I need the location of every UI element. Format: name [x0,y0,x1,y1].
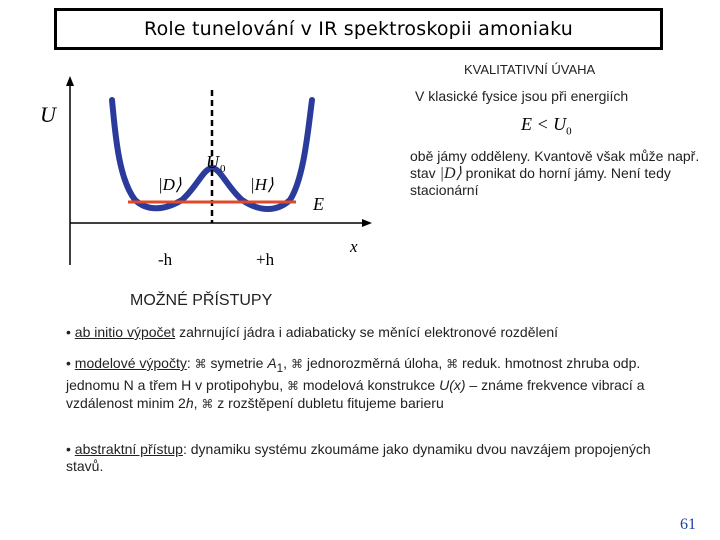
potential-diagram [0,60,400,285]
symmetry-a: A [267,355,277,371]
ket-d-inline: |D⟩ [439,165,462,182]
x-axis-label: x [350,237,358,256]
bullet-marker: • [66,441,71,457]
approaches-heading: MOŽNÉ PŘÍSTUPY [130,292,273,309]
bullet-marker: • [66,324,71,340]
energy-label: E [313,194,324,214]
model-text: , [283,355,291,371]
model-text: symetrie [206,355,268,371]
qualitative-line1: V klasické fysice jsou při energiích [415,88,629,104]
bullet-ab-initio [66,324,666,341]
model-text: , [193,394,202,411]
energy-condition-formula [521,114,572,138]
model-calculations-link[interactable]: modelové výpočty [74,355,187,371]
h-variable: h [185,394,194,411]
page-number: 61 [680,516,696,533]
u0-label: U [206,152,219,172]
model-text: : [186,355,195,371]
plus-h-label: +h [256,250,275,269]
potential-function: U(x) [439,376,466,393]
ket-d-label: |D⟩ [158,175,182,194]
bullet-model-calculations [66,355,666,413]
formula-text: E < U [521,114,567,134]
model-text: – známe frekvence vibrací a vzdálenost minim 2 [66,376,645,411]
symmetry-a-subscript: 1 [276,361,284,375]
bullet-marker: • [66,355,71,371]
x-axis-arrow [362,219,372,227]
command-symbol-icon: ⌘ [194,357,207,371]
qualitative-text-part1: obě jámy odděleny. Kvantově však může např. stav [410,148,700,181]
formula-subscript: 0 [566,125,572,138]
model-text: modelová konstrukce [299,376,440,393]
command-symbol-icon: ⌘ [446,357,459,371]
bullet-abstract-approach [66,441,666,475]
y-axis-arrow [66,76,74,86]
y-axis-label: U [40,102,56,127]
qualitative-heading: KVALITATIVNÍ ÚVAHA [464,62,596,77]
minus-h-label: -h [158,250,173,269]
model-text: jednorozměrná úloha, [302,355,447,371]
ket-h-label: |H⟩ [250,175,274,194]
qualitative-text-part2: pronikat do horní jámy. Není tedy stacionární [410,165,671,198]
command-symbol-icon: ⌘ [287,378,299,393]
model-text: z rozštěpení dubletu fitujeme barieru [213,394,444,411]
u0-subscript: 0 [220,163,226,175]
model-text: reduk. hmotnost zhruba odp. jednomu N a třem H v protipohybu, [66,355,641,393]
ab-initio-text: zahrnující jádra i adiabaticky se měnící elektronové rozdělení [175,324,559,340]
abstract-approach-text: : dynamiku systému zkoumáme jako dynamiku dvou navzájem propojených stavů. [66,441,651,474]
qualitative-paragraph [410,148,710,199]
abstract-approach-link[interactable]: abstraktní přístup [74,441,183,457]
slide-title: Role tunelování v IR spektroskopii amoniaku [54,8,663,50]
command-symbol-icon: ⌘ [201,396,214,411]
command-symbol-icon: ⌘ [290,357,303,371]
ab-initio-link[interactable]: ab initio výpočet [74,324,176,340]
